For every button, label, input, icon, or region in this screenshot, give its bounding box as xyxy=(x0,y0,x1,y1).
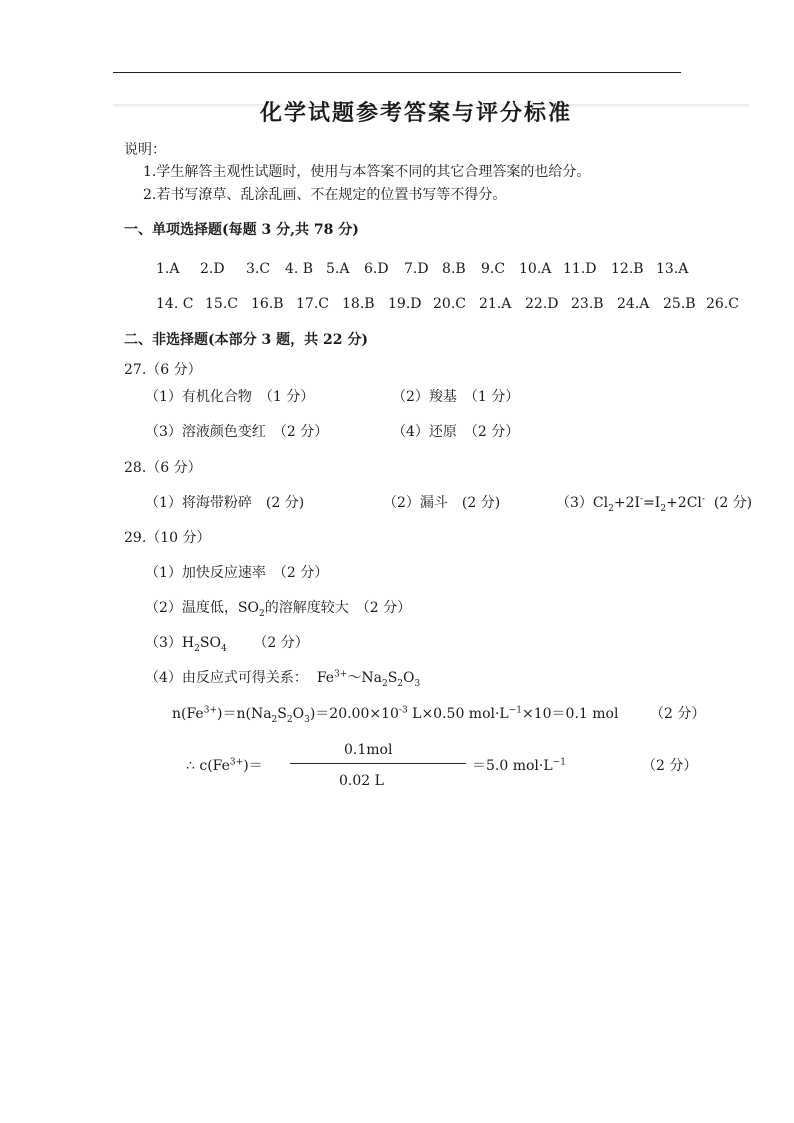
q27-answer-4: （4）还原 （2 分） xyxy=(392,424,520,440)
answer-item: 26.C xyxy=(706,296,739,312)
answer-item: 12.B xyxy=(611,261,644,277)
answer-item: 11.D xyxy=(563,261,597,277)
answer-item: 19.D xyxy=(388,296,422,312)
answer-item: 2.D xyxy=(200,261,225,277)
calc-line-1: $n(Fe^{3+})=n(Na_2S_2O_3)=20.00\times 10^{-3}$ L×0.50 $mol\cdot L^{-1}\times 10=0.1$ mol xyxy=(172,705,619,725)
page-title: 化学试题参考答案与评分标准 xyxy=(260,100,573,126)
answer-item: 17.C xyxy=(296,296,329,312)
answer-item: 16.B xyxy=(251,296,284,312)
answer-item: 18.B xyxy=(342,296,375,312)
q29-answer-3: $(3)H_2SO_4$ （2 分） xyxy=(145,635,309,654)
q27-answer-3: （3）溶液颜色变红 （2 分） xyxy=(145,424,329,440)
section1-heading: 一、单项选择题(每题 3 分,共 78 分) xyxy=(124,222,359,238)
q28-label: 28.（6 分） xyxy=(124,460,202,476)
q29-answer-2-suffix: 的溶解度较大 （2 分） xyxy=(264,600,412,616)
answer-item: 23.B xyxy=(571,296,604,312)
q28-answer-2: （2）漏斗 (2 分) xyxy=(383,495,501,511)
calc-line-1-score: （2 分） xyxy=(650,706,706,722)
q28-answer-3: $(3)Cl_2+2I^-=I_2+2Cl^-$ (2 分) xyxy=(556,494,753,514)
answer-item: 15.C xyxy=(205,296,238,312)
answer-item: 3.C xyxy=(246,261,271,277)
calc-numerator: 0.1mol xyxy=(344,742,393,758)
answer-item: 6.D xyxy=(364,261,389,277)
q29-answer-2: （2）温度低，$SO_2$的溶解度较大 （2 分） xyxy=(145,600,412,619)
q27-answer-1: （1）有机化合物 （1 分） xyxy=(145,389,315,405)
calc-line-2-result: ＝5.0 $mol\cdot L^{-1}$ xyxy=(472,757,566,774)
q28-answer-1: （1）将海带粉碎 (2 分) xyxy=(145,495,305,511)
answer-item: 7.D xyxy=(404,261,429,277)
calc-denominator: 0.02 L xyxy=(339,773,384,789)
answer-item: 20.C xyxy=(433,296,466,312)
answer-item: 21.A xyxy=(479,296,512,312)
q29-label: 29.（10 分） xyxy=(124,530,211,546)
q28-answer-3-score: (2 分) xyxy=(713,495,753,511)
answer-item: 1.A xyxy=(156,261,180,277)
fraction-bar xyxy=(290,763,466,764)
q29-answer-2-prefix: （2）温度低， xyxy=(145,600,238,616)
note-item: 1.学生解答主观性试题时，使用与本答案不同的其它合理答案的也给分。 xyxy=(143,164,591,180)
answer-item: 10.A xyxy=(519,261,552,277)
notes-label: 说明： xyxy=(124,142,166,158)
answer-item: 4. B xyxy=(285,261,314,277)
section2-heading: 二、非选择题(本部分 3 题，共 22 分) xyxy=(124,332,368,348)
q28-answer-3-prefix: （3） xyxy=(556,495,593,511)
q29-answer-4-prefix: （4）由反应式可得关系： xyxy=(145,670,308,686)
q29-answer-4: （4）由反应式可得关系： $Fe^{3+}\sim Na_2S_2O_3$ xyxy=(145,669,421,689)
calc-line-2-lhs: ∴ $c(Fe^{3+})=$ xyxy=(186,757,263,774)
answer-item: 14. C xyxy=(156,296,194,312)
answer-item: 13.A xyxy=(656,261,689,277)
answer-item: 5.A xyxy=(326,261,350,277)
q29-answer-3-score: （2 分） xyxy=(253,635,309,651)
answer-item: 9.C xyxy=(481,261,506,277)
q29-answer-1: （1）加快反应速率 （2 分） xyxy=(145,565,329,581)
answer-item: 24.A xyxy=(617,296,650,312)
answer-item: 22.D xyxy=(525,296,559,312)
answer-item: 25.B xyxy=(663,296,696,312)
q27-label: 27.（6 分） xyxy=(124,362,202,378)
answer-item: 8.B xyxy=(442,261,466,277)
note-item: 2.若书写潦草、乱涂乱画、不在规定的位置书写等不得分。 xyxy=(143,187,507,203)
q27-answer-2: （2）羧基 （1 分） xyxy=(392,389,520,405)
top-rule xyxy=(113,72,681,73)
calc-line-2-score: （2 分） xyxy=(642,758,698,774)
